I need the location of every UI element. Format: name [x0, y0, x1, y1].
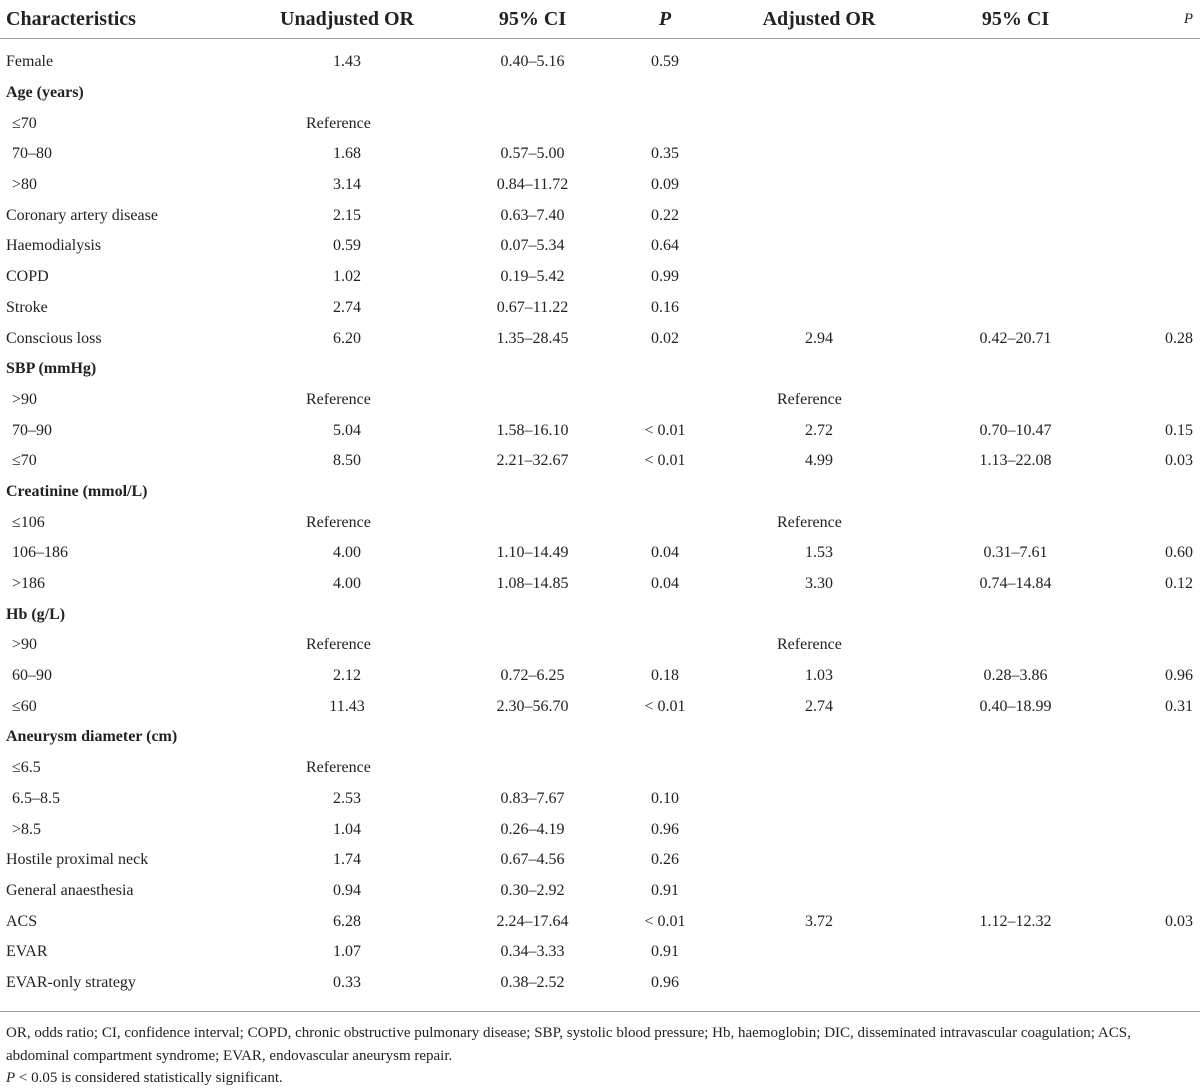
cell-label: ≤70	[12, 114, 37, 132]
table-row	[0, 906, 1200, 937]
cell-unadjusted-ci	[450, 507, 615, 538]
cell-adjusted-ci	[923, 814, 1108, 845]
header-unadjusted-p: P	[615, 0, 715, 39]
cell-unadjusted-ci: 1.08–14.85	[496, 575, 569, 593]
cell-unadjusted-or: 2.12	[333, 667, 361, 685]
cell-label: Coronary artery disease	[6, 206, 158, 224]
cell-unadjusted-p	[615, 354, 715, 385]
cell-adjusted-ci	[923, 262, 1108, 293]
cell-adjusted-p: 0.03	[1165, 912, 1193, 930]
cell-adjusted-ci	[923, 937, 1108, 968]
cell-adjusted-p	[1108, 845, 1200, 876]
cell-adjusted-p: 0.03	[1165, 452, 1193, 470]
table-row	[0, 784, 1200, 815]
cell-label: Female	[6, 53, 54, 71]
cell-adjusted-p	[1108, 293, 1200, 324]
cell-label: Hostile proximal neck	[6, 851, 149, 869]
cell-unadjusted-or: 1.04	[333, 820, 361, 838]
table-row	[0, 293, 1200, 324]
cell-unadjusted-or: 0.33	[333, 973, 361, 991]
cell-unadjusted-or: 2.53	[333, 789, 361, 807]
cell-label: Aneurysm diameter (cm)	[6, 728, 178, 746]
cell-unadjusted-p	[615, 507, 715, 538]
cell-unadjusted-ci: 0.30–2.92	[500, 881, 565, 899]
cell-unadjusted-p: 0.09	[651, 176, 679, 194]
cell-unadjusted-or: 2.15	[333, 206, 361, 224]
table-body	[0, 39, 1200, 1005]
cell-adjusted-ci: 0.31–7.61	[983, 544, 1048, 562]
cell-label: 6.5–8.5	[12, 789, 60, 807]
cell-adjusted-or	[715, 599, 923, 630]
cell-adjusted-or	[715, 170, 923, 201]
header-row	[0, 0, 1200, 39]
cell-unadjusted-ci: 0.57–5.00	[500, 145, 565, 163]
cell-label: ≤6.5	[12, 759, 41, 777]
cell-unadjusted-ci: 0.67–11.22	[496, 298, 569, 316]
cell-adjusted-p	[1108, 477, 1200, 508]
cell-adjusted-or	[715, 200, 923, 231]
cell-adjusted-p	[1108, 78, 1200, 109]
cell-adjusted-ci	[923, 753, 1108, 784]
cell-unadjusted-or	[244, 354, 450, 385]
cell-label: Creatinine (mmol/L)	[6, 482, 148, 500]
cell-unadjusted-p	[615, 722, 715, 753]
cell-unadjusted-or: Reference	[306, 759, 371, 777]
cell-unadjusted-p	[615, 630, 715, 661]
cell-unadjusted-or	[244, 78, 450, 109]
cell-unadjusted-or: 1.68	[333, 145, 361, 163]
cell-adjusted-ci	[923, 200, 1108, 231]
cell-unadjusted-ci	[450, 477, 615, 508]
cell-adjusted-or	[715, 231, 923, 262]
cell-adjusted-ci: 0.42–20.71	[979, 329, 1052, 347]
cell-adjusted-ci	[923, 477, 1108, 508]
cell-label: ≤60	[12, 697, 37, 715]
cell-adjusted-or: 3.30	[805, 575, 833, 593]
cell-adjusted-p	[1108, 108, 1200, 139]
cell-adjusted-ci: 0.74–14.84	[979, 575, 1052, 593]
cell-adjusted-p	[1108, 139, 1200, 170]
cell-unadjusted-ci	[450, 385, 615, 416]
cell-adjusted-or: 2.74	[805, 697, 833, 715]
cell-adjusted-or: 2.72	[805, 421, 833, 439]
cell-label: General anaesthesia	[6, 881, 134, 899]
cell-adjusted-p: 0.96	[1165, 667, 1193, 685]
table-row	[0, 200, 1200, 231]
cell-unadjusted-ci: 0.38–2.52	[500, 973, 565, 991]
cell-adjusted-or: Reference	[777, 390, 842, 408]
cell-label: >186	[12, 575, 46, 593]
cell-unadjusted-ci: 1.58–16.10	[496, 421, 569, 439]
footnote-abbreviations: OR, odds ratio; CI, confidence interval; COPD, chronic obstructive pulmonary disease; SBP, systolic blood pressure; Hb, haemoglobin; DIC, disseminated intravascular coagulation; ACS, abdominal compartment syndrome; EVAR, endovascular aneurysm repair.	[6, 1025, 1131, 1064]
cell-adjusted-ci	[923, 78, 1108, 109]
cell-unadjusted-or: 6.20	[333, 329, 361, 347]
cell-adjusted-ci	[923, 293, 1108, 324]
cell-adjusted-p	[1108, 599, 1200, 630]
table-row	[0, 845, 1200, 876]
cell-adjusted-or	[715, 784, 923, 815]
cell-label: ≤106	[12, 513, 45, 531]
table-section-row	[0, 477, 1200, 508]
cell-unadjusted-or: 1.74	[333, 851, 361, 869]
cell-label: COPD	[6, 268, 49, 286]
footnote-p-symbol: P	[6, 1070, 16, 1086]
cell-adjusted-or: Reference	[777, 636, 842, 654]
cell-unadjusted-or: 11.43	[329, 697, 365, 715]
table-section-row	[0, 78, 1200, 109]
cell-unadjusted-or: 4.00	[333, 544, 361, 562]
cell-adjusted-ci: 0.40–18.99	[979, 697, 1052, 715]
cell-label: Conscious loss	[6, 329, 102, 347]
cell-adjusted-or	[715, 814, 923, 845]
cell-adjusted-p	[1108, 876, 1200, 907]
cell-unadjusted-or: 1.07	[333, 943, 361, 961]
cell-adjusted-or	[715, 876, 923, 907]
cell-adjusted-or	[715, 139, 923, 170]
cell-unadjusted-ci: 0.67–4.56	[500, 851, 565, 869]
cell-unadjusted-p	[615, 753, 715, 784]
cell-adjusted-or	[715, 753, 923, 784]
cell-adjusted-or: 1.53	[805, 544, 833, 562]
table-row	[0, 691, 1200, 722]
cell-unadjusted-p: 0.96	[651, 973, 679, 991]
cell-unadjusted-p: 0.18	[651, 667, 679, 685]
cell-adjusted-p	[1108, 170, 1200, 201]
cell-adjusted-p: 0.31	[1165, 697, 1193, 715]
cell-adjusted-ci	[923, 968, 1108, 1005]
table-footnotes	[6, 1022, 1194, 1090]
cell-unadjusted-ci	[450, 630, 615, 661]
table-row	[0, 814, 1200, 845]
cell-unadjusted-or: Reference	[306, 114, 371, 132]
header-unadjusted-ci: 95% CI	[450, 0, 615, 39]
cell-label: SBP (mmHg)	[6, 360, 97, 378]
cell-adjusted-or	[715, 354, 923, 385]
table-section-row	[0, 722, 1200, 753]
cell-adjusted-ci: 0.70–10.47	[979, 421, 1052, 439]
cell-unadjusted-ci	[450, 108, 615, 139]
cell-unadjusted-or: 4.00	[333, 575, 361, 593]
cell-label: >90	[12, 636, 38, 654]
cell-unadjusted-ci: 2.30–56.70	[496, 697, 569, 715]
cell-unadjusted-p: 0.99	[651, 268, 679, 286]
cell-unadjusted-p: 0.35	[651, 145, 679, 163]
cell-adjusted-ci	[923, 354, 1108, 385]
cell-unadjusted-ci: 0.40–5.16	[500, 53, 565, 71]
cell-adjusted-or	[715, 477, 923, 508]
cell-unadjusted-or	[244, 722, 450, 753]
cell-adjusted-or	[715, 293, 923, 324]
cell-adjusted-p	[1108, 200, 1200, 231]
cell-label: 70–90	[12, 421, 52, 439]
cell-unadjusted-ci: 0.26–4.19	[500, 820, 565, 838]
cell-unadjusted-p: 0.22	[651, 206, 679, 224]
cell-unadjusted-p	[615, 108, 715, 139]
cell-adjusted-p	[1108, 722, 1200, 753]
cell-adjusted-or	[715, 937, 923, 968]
table-section-row	[0, 599, 1200, 630]
table-header	[0, 0, 1200, 39]
cell-adjusted-p	[1108, 630, 1200, 661]
header-adjusted-p: P	[1108, 0, 1200, 39]
cell-unadjusted-p: 0.64	[651, 237, 679, 255]
cell-unadjusted-ci: 2.24–17.64	[496, 912, 569, 930]
table-row	[0, 170, 1200, 201]
table-bottom-rule	[0, 1011, 1200, 1012]
header-unadjusted-or: Unadjusted OR	[244, 0, 450, 39]
cell-adjusted-or: Reference	[777, 513, 842, 531]
table-section-row	[0, 354, 1200, 385]
table-row	[0, 968, 1200, 1005]
cell-unadjusted-or: 0.94	[333, 881, 361, 899]
cell-label: 60–90	[12, 667, 52, 685]
cell-unadjusted-p: 0.10	[651, 789, 679, 807]
cell-label: >90	[12, 390, 38, 408]
cell-unadjusted-or: 5.04	[333, 421, 361, 439]
cell-unadjusted-or: 1.02	[333, 268, 361, 286]
cell-adjusted-or: 3.72	[805, 912, 833, 930]
cell-adjusted-ci	[923, 599, 1108, 630]
cell-unadjusted-or	[244, 477, 450, 508]
cell-adjusted-p: 0.12	[1165, 575, 1193, 593]
cell-unadjusted-p: 0.91	[651, 881, 679, 899]
cell-label: EVAR-only strategy	[6, 973, 136, 991]
cell-unadjusted-ci: 1.35–28.45	[496, 329, 569, 347]
table-row	[0, 507, 1200, 538]
cell-adjusted-ci	[923, 231, 1108, 262]
table-row	[0, 39, 1200, 78]
cell-unadjusted-or: 8.50	[333, 452, 361, 470]
cell-unadjusted-p	[615, 78, 715, 109]
cell-adjusted-p	[1108, 354, 1200, 385]
cell-unadjusted-p: 0.04	[651, 544, 679, 562]
cell-unadjusted-ci	[450, 78, 615, 109]
cell-label: ≤70	[12, 452, 37, 470]
cell-adjusted-or	[715, 968, 923, 1005]
header-adjusted-ci: 95% CI	[923, 0, 1108, 39]
cell-adjusted-p: 0.15	[1165, 421, 1193, 439]
cell-label: Stroke	[6, 298, 48, 316]
cell-adjusted-ci: 0.28–3.86	[983, 667, 1048, 685]
table-row	[0, 108, 1200, 139]
cell-unadjusted-ci	[450, 354, 615, 385]
cell-adjusted-ci	[923, 39, 1108, 78]
table-row	[0, 630, 1200, 661]
table-row	[0, 231, 1200, 262]
cell-unadjusted-p: < 0.01	[644, 421, 686, 439]
cell-adjusted-or: 4.99	[805, 452, 833, 470]
cell-unadjusted-or: 6.28	[333, 912, 361, 930]
cell-adjusted-p	[1108, 968, 1200, 1005]
table-row	[0, 446, 1200, 477]
cell-adjusted-or	[715, 78, 923, 109]
cell-unadjusted-or: Reference	[306, 513, 371, 531]
cell-unadjusted-p: 0.02	[651, 329, 679, 347]
cell-adjusted-ci	[923, 876, 1108, 907]
cell-unadjusted-or: 3.14	[333, 176, 361, 194]
cell-unadjusted-p	[615, 599, 715, 630]
cell-adjusted-or	[715, 845, 923, 876]
table-row	[0, 323, 1200, 354]
cell-adjusted-ci	[923, 784, 1108, 815]
cell-adjusted-ci	[923, 139, 1108, 170]
table-row	[0, 569, 1200, 600]
table-row	[0, 661, 1200, 692]
cell-unadjusted-ci	[450, 722, 615, 753]
cell-adjusted-ci	[923, 507, 1108, 538]
cell-unadjusted-or: 2.74	[333, 298, 361, 316]
header-characteristics: Characteristics	[0, 0, 244, 39]
footnote-significance	[6, 1067, 1194, 1090]
cell-unadjusted-or: Reference	[306, 636, 371, 654]
cell-adjusted-ci	[923, 722, 1108, 753]
cell-adjusted-ci: 1.13–22.08	[979, 452, 1052, 470]
cell-adjusted-p: 0.28	[1165, 329, 1193, 347]
table-row	[0, 876, 1200, 907]
cell-unadjusted-p: 0.96	[651, 820, 679, 838]
cell-unadjusted-p: < 0.01	[644, 697, 686, 715]
cell-adjusted-p: 0.60	[1165, 544, 1193, 562]
cell-adjusted-ci	[923, 845, 1108, 876]
cell-unadjusted-ci	[450, 753, 615, 784]
cell-unadjusted-or	[244, 599, 450, 630]
cell-label: 106–186	[12, 544, 68, 562]
cell-unadjusted-or: Reference	[306, 390, 371, 408]
table-row	[0, 415, 1200, 446]
cell-adjusted-p	[1108, 784, 1200, 815]
cell-adjusted-or	[715, 39, 923, 78]
cell-adjusted-ci	[923, 385, 1108, 416]
cell-unadjusted-p: 0.04	[651, 575, 679, 593]
cell-adjusted-p	[1108, 385, 1200, 416]
cell-unadjusted-ci: 0.72–6.25	[500, 667, 565, 685]
table-row	[0, 262, 1200, 293]
cell-adjusted-or	[715, 262, 923, 293]
cell-label: Haemodialysis	[6, 237, 102, 255]
cell-label: ACS	[6, 912, 38, 930]
cell-unadjusted-ci: 0.63–7.40	[500, 206, 565, 224]
cell-adjusted-p	[1108, 937, 1200, 968]
cell-unadjusted-ci: 0.34–3.33	[500, 943, 565, 961]
cell-label: >8.5	[12, 820, 42, 838]
cell-unadjusted-ci: 0.19–5.42	[500, 268, 565, 286]
cell-unadjusted-ci	[450, 599, 615, 630]
cell-unadjusted-p: 0.16	[651, 298, 679, 316]
table-row	[0, 937, 1200, 968]
cell-unadjusted-ci: 2.21–32.67	[496, 452, 569, 470]
cell-unadjusted-p	[615, 385, 715, 416]
cell-unadjusted-p: 0.26	[651, 851, 679, 869]
cell-unadjusted-or: 1.43	[333, 53, 361, 71]
header-adjusted-or: Adjusted OR	[715, 0, 923, 39]
cell-adjusted-p	[1108, 507, 1200, 538]
cell-label: 70–80	[12, 145, 52, 163]
table-row	[0, 139, 1200, 170]
cell-label: Hb (g/L)	[6, 605, 66, 623]
cell-adjusted-or	[715, 722, 923, 753]
cell-adjusted-ci	[923, 108, 1108, 139]
cell-adjusted-or: 1.03	[805, 667, 833, 685]
cell-unadjusted-p: < 0.01	[644, 452, 686, 470]
cell-unadjusted-or: 0.59	[333, 237, 361, 255]
cell-label: EVAR	[6, 943, 48, 961]
cell-adjusted-or: 2.94	[805, 329, 833, 347]
cell-unadjusted-ci: 1.10–14.49	[496, 544, 569, 562]
cell-label: >80	[12, 176, 38, 194]
cell-adjusted-ci: 1.12–12.32	[979, 912, 1052, 930]
cell-adjusted-or	[715, 108, 923, 139]
cell-adjusted-ci	[923, 170, 1108, 201]
cell-unadjusted-p: < 0.01	[644, 912, 686, 930]
cell-adjusted-p	[1108, 39, 1200, 78]
cell-unadjusted-ci: 0.07–5.34	[500, 237, 565, 255]
cell-adjusted-p	[1108, 753, 1200, 784]
cell-adjusted-p	[1108, 262, 1200, 293]
table-row	[0, 538, 1200, 569]
cell-label: Age (years)	[6, 84, 84, 102]
cell-adjusted-p	[1108, 231, 1200, 262]
cell-unadjusted-ci: 0.83–7.67	[500, 789, 565, 807]
cell-unadjusted-p: 0.59	[651, 53, 679, 71]
cell-adjusted-ci	[923, 630, 1108, 661]
table-row	[0, 385, 1200, 416]
cell-unadjusted-ci: 0.84–11.72	[496, 176, 569, 194]
cell-unadjusted-p: 0.91	[651, 943, 679, 961]
cell-adjusted-p	[1108, 814, 1200, 845]
footnote-significance-text: < 0.05 is considered statistically significant.	[15, 1070, 283, 1086]
cell-unadjusted-p	[615, 477, 715, 508]
table-row	[0, 753, 1200, 784]
